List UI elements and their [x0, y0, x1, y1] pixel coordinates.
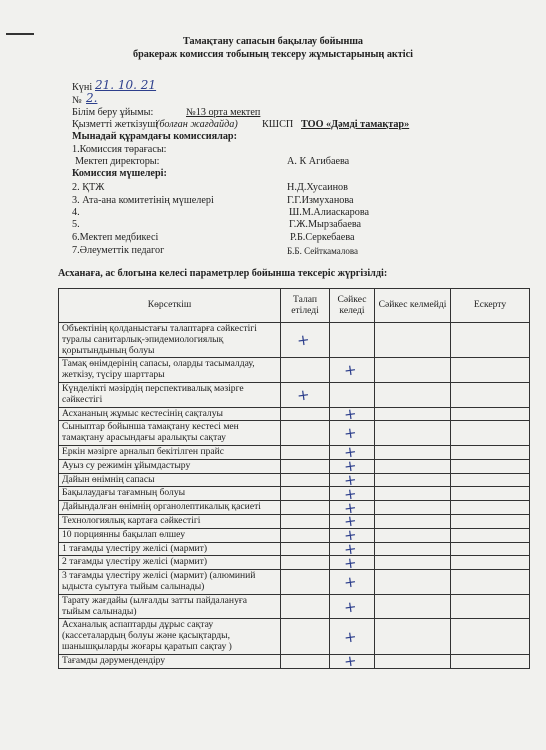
check-mark: + — [342, 626, 358, 647]
check-mark: + — [295, 384, 311, 405]
check-mark: + — [342, 497, 358, 518]
number-value: 2. — [86, 91, 98, 105]
row-cell — [281, 570, 330, 595]
row-cell — [330, 382, 375, 407]
row-indicator: 3 тағамды үлестіру желісі (мармит) (алюминий ыдыста суытуға тыйым салынады) — [59, 570, 281, 595]
table-row — [59, 445, 530, 459]
table-row — [59, 514, 530, 528]
row-indicator: Тамақ өнімдерінің сапасы, оларды тасымалдау, жеткізу, түсіру шарттары — [59, 358, 281, 383]
check-mark: + — [295, 330, 311, 350]
row-cell — [281, 421, 330, 446]
row-cell — [281, 487, 330, 501]
row-cell — [451, 382, 530, 407]
row-indicator: Ауыз су режимін ұйымдастыру — [59, 459, 281, 473]
member-role: 5. — [72, 219, 80, 230]
row-cell — [375, 556, 451, 570]
row-cell — [451, 501, 530, 515]
header-compliant: Сәйкес келеді — [330, 289, 375, 323]
row-cell — [281, 528, 330, 542]
table-body — [59, 323, 530, 669]
member-role: 2. ҚТЖ — [72, 182, 105, 193]
title-line-1: Тамақтану сапасын бақылау бойынша — [182, 36, 364, 47]
row-cell — [281, 445, 330, 459]
check-mark: + — [342, 423, 358, 443]
header-noncompliant: Сәйкес келмейді — [375, 289, 451, 323]
row-cell — [330, 651, 375, 671]
members-heading: Комиссия мүшелері: — [72, 168, 167, 179]
member-name: Р.Б.Серкебаева — [290, 232, 355, 243]
row-cell — [375, 421, 451, 446]
row-indicator: Асханалық аспаптарды дұрыс сақтау (кассеталардың болуы және қасықтарды, шанышқыларды жоғары қаратып сақтау ) — [59, 619, 281, 654]
row-cell — [330, 594, 375, 619]
table-row — [59, 459, 530, 473]
row-cell — [375, 323, 451, 358]
member-name: Г.Г.Измуханова — [287, 195, 354, 206]
table-row — [59, 473, 530, 487]
row-cell — [281, 514, 330, 528]
member-name: Г.Ж.Мырзабаева — [289, 219, 362, 230]
row-cell — [281, 407, 330, 421]
check-mark: + — [342, 596, 358, 617]
row-cell — [281, 556, 330, 570]
row-cell — [375, 501, 451, 515]
row-cell — [451, 459, 530, 473]
table-row — [59, 528, 530, 542]
row-cell — [281, 619, 330, 654]
row-cell — [330, 552, 375, 573]
check-mark: + — [342, 404, 358, 424]
date-value: 21. 10. 21 — [95, 78, 157, 92]
row-cell — [375, 654, 451, 668]
supplier-value: ТОО «Дәмді тамақтар» — [301, 119, 410, 130]
row-cell — [375, 514, 451, 528]
row-cell — [451, 654, 530, 668]
table-row — [59, 570, 530, 595]
commission-heading: Мынадай құрамдағы комиссиялар: — [72, 131, 237, 142]
member-name: Н.Д.Хусаинов — [287, 182, 348, 193]
check-mark: + — [342, 572, 358, 592]
row-cell — [281, 382, 330, 407]
school-value: №13 орта мектеп — [186, 107, 261, 118]
row-cell — [375, 619, 451, 654]
member-role: 3. Ата-ана комитетінің мүшелері — [72, 195, 214, 206]
row-cell — [451, 528, 530, 542]
row-cell — [451, 542, 530, 556]
row-cell — [281, 459, 330, 473]
row-cell — [375, 542, 451, 556]
row-indicator: 10 порциянны бақылап өлшеу — [59, 528, 281, 542]
row-cell — [330, 358, 375, 383]
row-cell — [330, 404, 375, 424]
row-cell — [281, 654, 330, 668]
row-indicator: Тағамды дәрумендендіру — [59, 654, 281, 668]
inspection-table — [58, 288, 530, 669]
row-cell — [451, 619, 530, 654]
check-mark: + — [342, 442, 358, 463]
check-mark: + — [342, 539, 358, 559]
edge-mark — [6, 33, 34, 35]
row-cell — [375, 473, 451, 487]
member-name: Б.Б. Сейткамалова — [287, 246, 358, 256]
check-mark: + — [342, 483, 358, 504]
row-cell — [375, 358, 451, 383]
row-cell — [451, 514, 530, 528]
row-cell — [330, 323, 375, 358]
table-row — [59, 382, 530, 407]
member-name: Ш.М.Алиаскарова — [289, 207, 370, 218]
row-cell — [330, 619, 375, 654]
row-indicator: Еркін мәзірге арналып бекітілген прайс — [59, 445, 281, 459]
row-indicator: Сыныптар бойынша тамақтану кестесі мен тамақтану арасындағы аралықты сақтау — [59, 421, 281, 446]
table-row — [59, 654, 530, 668]
table-row — [59, 556, 530, 570]
row-cell — [281, 501, 330, 515]
row-indicator: Дайын өнімнің сапасы — [59, 473, 281, 487]
check-mark: + — [342, 456, 358, 476]
check-mark: + — [342, 525, 358, 545]
row-indicator: Тарату жағдайы (ылғалды затты пайдалануға тыйым салынады) — [59, 594, 281, 619]
inspection-intro: Асханаға, ас блогына келесі параметрлер бойынша тексеріс жүргізілді: — [58, 268, 388, 279]
row-cell — [330, 570, 375, 595]
row-cell — [451, 473, 530, 487]
row-cell — [375, 570, 451, 595]
row-indicator: Асхананың жұмыс кестесінің сақталуы — [59, 407, 281, 421]
row-cell — [451, 487, 530, 501]
table-row — [59, 542, 530, 556]
member-role: 4. — [72, 207, 80, 218]
director-name: А. К Агибаева — [287, 156, 350, 167]
row-indicator: Бақылаудағы тағамның болуы — [59, 487, 281, 501]
table-row — [59, 501, 530, 515]
row-cell — [375, 407, 451, 421]
row-cell — [451, 421, 530, 446]
header-required: Талап етіледі — [281, 289, 330, 323]
row-cell — [451, 556, 530, 570]
row-cell — [451, 445, 530, 459]
table-row — [59, 407, 530, 421]
supplier-label: Қызметті жеткізуші — [72, 119, 159, 130]
row-cell — [281, 594, 330, 619]
row-cell — [451, 594, 530, 619]
title-line-2: бракераж комиссия тобының тексеру жұмыстарының актісі — [133, 49, 413, 60]
school-label: Білім беру ұйымы: — [72, 107, 154, 118]
row-cell — [375, 459, 451, 473]
row-cell — [281, 542, 330, 556]
table-row — [59, 358, 530, 383]
director-label: Мектеп директоры: — [75, 156, 160, 167]
row-indicator: Күнделікті мәзірдің перспективалық мәзірге сәйкестігі — [59, 382, 281, 407]
table-row — [59, 619, 530, 654]
check-mark: + — [342, 651, 358, 671]
check-mark: + — [342, 360, 358, 380]
row-cell — [375, 594, 451, 619]
row-cell — [451, 358, 530, 383]
row-cell — [451, 407, 530, 421]
row-cell — [281, 473, 330, 487]
row-indicator: Объектінің қолданыстағы талаптарға сәйкестігі туралы санитарлық-эпидемиологиялық қорытындының болуы — [59, 323, 281, 358]
row-cell — [375, 445, 451, 459]
check-mark: + — [342, 470, 358, 490]
table-row — [59, 594, 530, 619]
row-cell — [451, 323, 530, 358]
member-role: 6.Мектеп медбикесі — [72, 232, 159, 243]
header-indicator: Көрсеткіш — [59, 289, 281, 323]
row-cell — [281, 323, 330, 358]
row-indicator: 1 тағамды үлестіру желісі (мармит) — [59, 542, 281, 556]
row-indicator: Дайындалған өнімнің органолептикалық қасиеті — [59, 501, 281, 515]
supplier-prefix: КШСП — [262, 119, 294, 130]
table-row — [59, 487, 530, 501]
row-cell — [451, 570, 530, 595]
date-label: Күні — [72, 82, 93, 93]
member-role: 7.Әлеуметтік педагог — [72, 245, 165, 256]
header-note: Ескерту — [451, 289, 530, 323]
check-mark: + — [342, 552, 358, 573]
row-cell — [375, 487, 451, 501]
check-mark: + — [342, 511, 358, 532]
row-cell — [281, 358, 330, 383]
number-label: № — [72, 95, 82, 106]
row-cell — [375, 382, 451, 407]
row-indicator: Технологиялық картаға сәйкестігі — [59, 514, 281, 528]
row-indicator: 2 тағамды үлестіру желісі (мармит) — [59, 556, 281, 570]
chair-label: 1.Комиссия төрағасы: — [72, 144, 167, 155]
supplier-hint: (болған жағдайда) — [156, 119, 238, 130]
table-row — [59, 421, 530, 446]
table-row — [59, 323, 530, 358]
row-cell — [375, 528, 451, 542]
